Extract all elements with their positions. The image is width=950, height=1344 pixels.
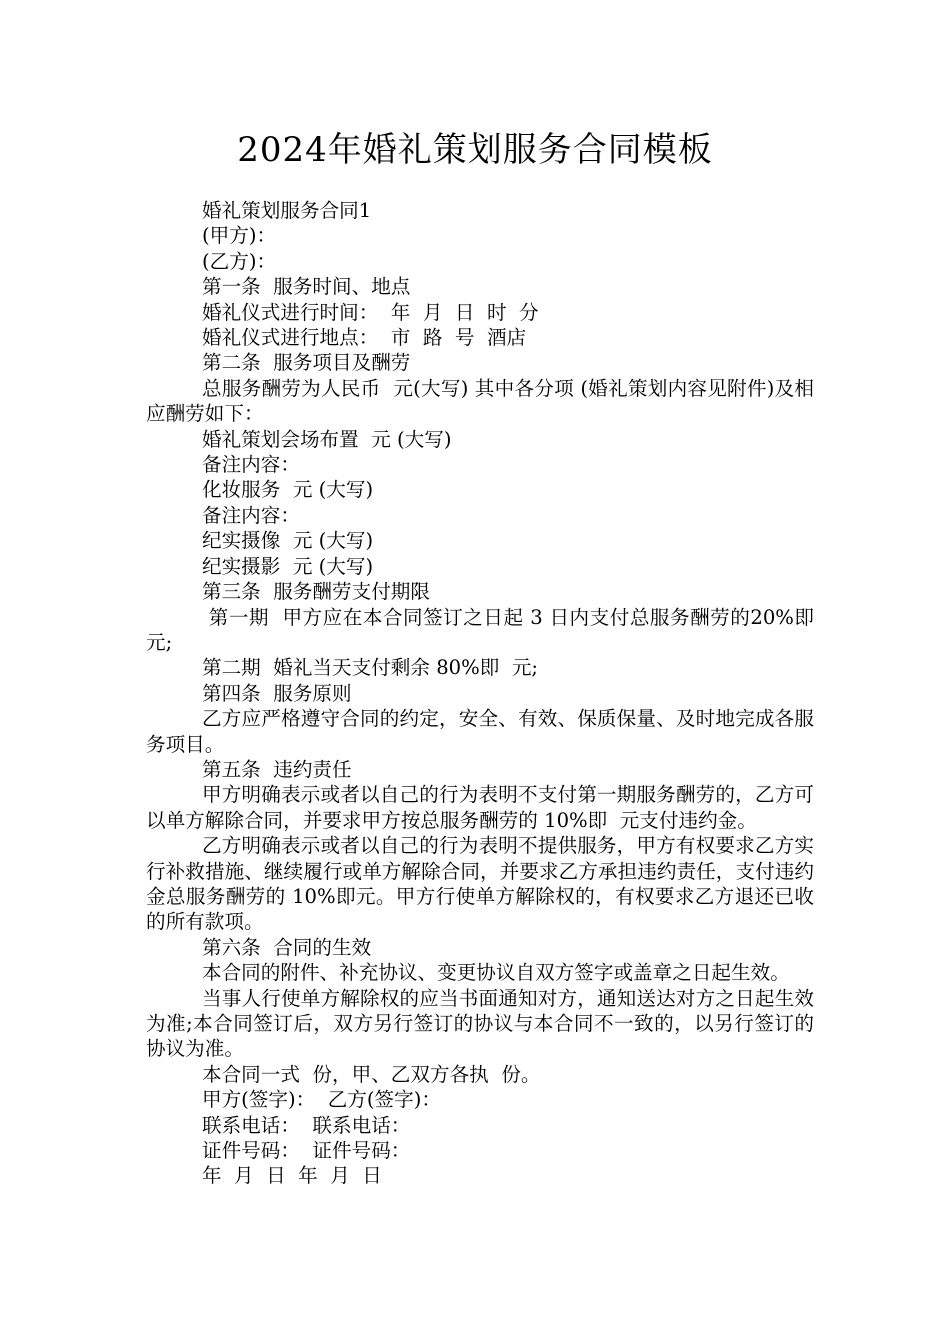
document-body: [146, 198, 827, 1189]
article-6-title: 第六条 合同的生效: [202, 935, 372, 959]
article-3-title: 第三条 服务酬劳支付期限: [202, 580, 430, 604]
video-fee: 纪实摄像 元 (大写): [202, 529, 374, 553]
service-principle: 乙方应严格遵守合同的约定，安全、有效、保质保量、及时地完成各服务项目。: [146, 707, 814, 756]
paragraph-party-b: (乙方)：: [202, 249, 277, 273]
article-5-title: 第五条 违约责任: [202, 757, 352, 781]
remark-2: 备注内容：: [202, 503, 300, 527]
breach-party-a: 甲方明确表示或者以自己的行为表明不支付第一期服务酬劳的，乙方可以单方解除合同，并要求甲方按总服务酬劳的 10%即 元支付违约金。: [146, 783, 814, 832]
signature-line: 甲方(签字)： 乙方(签字)：: [202, 1088, 441, 1112]
ceremony-location: 婚礼仪式进行地点： 市 路 号 酒店: [202, 326, 527, 350]
article-1-title: 第一条 服务时间、地点: [202, 275, 411, 299]
article-2-title: 第二条 服务项目及酬劳: [202, 351, 411, 375]
paragraph-heading: 婚礼策划服务合同1: [202, 199, 372, 222]
makeup-fee: 化妆服务 元 (大写): [202, 478, 374, 502]
payment-phase-2: 第二期 婚礼当天支付剩余 80%即 元;: [202, 656, 539, 680]
ceremony-time: 婚礼仪式进行时间： 年 月 日 时 分: [202, 300, 539, 324]
total-fee: 总服务酬劳为人民币 元(大写) 其中各分项 (婚礼策划内容见附件)及相应酬劳如下：: [146, 376, 814, 426]
remark-1: 备注内容：: [202, 453, 300, 477]
effective-clause-1: 本合同的附件、补充协议、变更协议自双方签字或盖章之日起生效。: [202, 961, 790, 985]
article-4-title: 第四条 服务原则: [202, 681, 352, 705]
phone-line: 联系电话： 联系电话：: [202, 1113, 411, 1137]
paragraph-party-a: (甲方)：: [202, 224, 277, 248]
payment-phase-1: 第一期 甲方应在本合同签订之日起 3 日内支付总服务酬劳的20%即 元;: [146, 605, 827, 654]
copies-clause: 本合同一式 份，甲、乙双方各执 份。: [202, 1062, 541, 1086]
photo-fee: 纪实摄影 元 (大写): [202, 554, 374, 578]
effective-clause-2: 当事人行使单方解除权的应当书面通知对方，通知送达对方之日起生效为准;本合同签订后，双方另行签订的协议与本合同不一致的，以另行签订的协议为准。: [146, 986, 814, 1061]
breach-party-b: 乙方明确表示或者以自己的行为表明不提供服务，甲方有权要求乙方实行补救措施、继续履行或单方解除合同，并要求乙方承担违约责任，支付违约金总服务酬劳的 10%即元。甲方行使单方解除权的，有权要求乙方退还已收的所有款项。: [146, 834, 814, 934]
date-line: 年 月 日 年 月 日: [202, 1164, 382, 1188]
venue-decoration-fee: 婚礼策划会场布置 元 (大写): [202, 427, 452, 451]
document-title: 2024年婚礼策划服务合同模板: [237, 130, 713, 170]
id-number-line: 证件号码： 证件号码：: [202, 1139, 411, 1163]
